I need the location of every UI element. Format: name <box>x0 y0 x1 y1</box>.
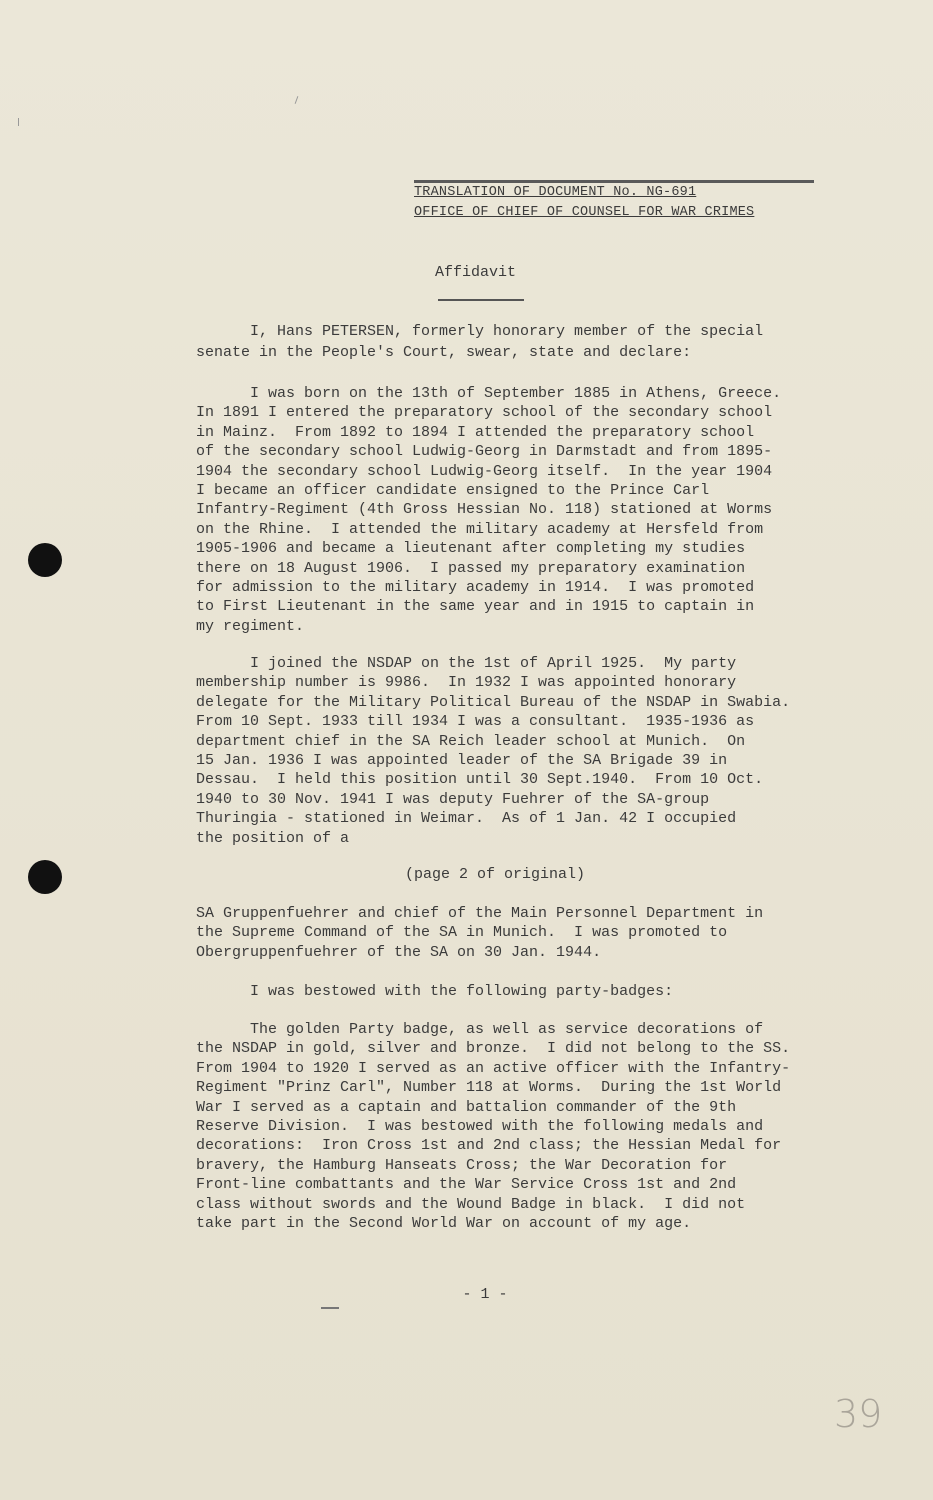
para3-line: Obergruppenfuehrer of the SA on 30 Jan. 1944. <box>196 943 602 961</box>
para5-line: Front-line combattants and the War Service Cross 1st and 2nd <box>196 1176 737 1194</box>
paragraph-sa-promotion <box>196 904 846 962</box>
para2-line: department chief in the SA Reich leader school at Munich. On <box>196 732 746 750</box>
para1-line: for admission to the military academy in 1914. I was promoted <box>196 579 755 597</box>
para1-line: 1905-1906 and became a lieutenant after completing my studies <box>196 540 746 558</box>
header-line-2: OFFICE OF CHIEF OF COUNSEL FOR WAR CRIMES <box>414 205 755 220</box>
para1-line: Infantry-Regiment (4th Gross Hessian No. 118) stationed at Worms <box>196 501 773 519</box>
folio-number: 39 <box>834 1392 883 1436</box>
para1-line: on the Rhine. I attended the military academy at Hersfeld from <box>196 520 764 538</box>
para1-line: in Mainz. From 1892 to 1894 I attended the preparatory school <box>196 423 755 441</box>
para1-line: I was born on the 13th of September 1885 in Athens, Greece. <box>196 385 782 402</box>
para5-line: The golden Party badge, as well as service decorations of <box>196 1021 764 1038</box>
punch-hole-top <box>28 543 62 577</box>
para1-line: In 1891 I entered the preparatory school of the secondary school <box>196 404 773 422</box>
para2-line: 1940 to 30 Nov. 1941 I was deputy Fuehrer of the SA-group <box>196 790 710 808</box>
para2-line: the position of a <box>196 829 350 847</box>
para1-line: of the secondary school Ludwig-Georg in Darmstadt and from 1895- <box>196 443 773 461</box>
page-number: - 1 - <box>462 1286 508 1303</box>
intro-line: I, Hans PETERSEN, formerly honorary member of the special <box>196 323 764 340</box>
para5-line: Reserve Division. I was bestowed with the following medals and <box>196 1118 764 1136</box>
para5-line: From 1904 to 1920 I served as an active officer with the Infantry- <box>196 1059 791 1077</box>
margin-mark <box>295 96 299 104</box>
para2-line: Thuringia - stationed in Weimar. As of 1 Jan. 42 I occupied <box>196 810 737 828</box>
title-underline <box>438 299 524 301</box>
para5-line: Regiment "Prinz Carl", Number 118 at Worms. During the 1st World <box>196 1079 782 1097</box>
para2-line: Dessau. I held this position until 30 Sept.1940. From 10 Oct. <box>196 771 764 789</box>
header-line-1: TRANSLATION OF DOCUMENT No. NG-691 <box>414 185 697 200</box>
stray-mark <box>321 1307 339 1309</box>
para5-line: class without swords and the Wound Badge in black. I did not <box>196 1195 746 1213</box>
para2-line: membership number is 9986. In 1932 I was appointed honorary <box>196 674 737 692</box>
intro-paragraph <box>196 321 846 363</box>
para2-line: I joined the NSDAP on the 1st of April 1925. My party <box>196 655 737 672</box>
paragraph-party-career <box>196 654 846 848</box>
para2-line: 15 Jan. 1936 I was appointed leader of the SA Brigade 39 in <box>196 752 728 770</box>
intro-line: senate in the People's Court, swear, state and declare: <box>196 344 692 361</box>
para5-line: the NSDAP in gold, silver and bronze. I did not belong to the SS. <box>196 1040 791 1058</box>
document-header <box>414 180 814 223</box>
paragraph-decorations <box>196 1020 846 1233</box>
margin-mark <box>18 118 19 126</box>
para4-line: I was bestowed with the following party-badges: <box>196 983 674 1000</box>
para5-line: bravery, the Hamburg Hanseats Cross; the War Decoration for <box>196 1156 728 1174</box>
para3-line: SA Gruppenfuehrer and chief of the Main Personnel Department in <box>196 905 764 922</box>
para5-line: decorations: Iron Cross 1st and 2nd class; the Hessian Medal for <box>196 1137 782 1155</box>
para1-line: 1904 the secondary school Ludwig-Georg itself. In the year 1904 <box>196 462 773 480</box>
para1-line: to First Lieutenant in the same year and in 1915 to captain in <box>196 598 755 616</box>
para2-line: From 10 Sept. 1933 till 1934 I was a consultant. 1935-1936 as <box>196 713 755 731</box>
page-break-note: (page 2 of original) <box>404 866 586 883</box>
para2-line: delegate for the Military Political Bureau of the NSDAP in Swabia. <box>196 693 791 711</box>
para1-line: there on 18 August 1906. I passed my preparatory examination <box>196 559 746 577</box>
paragraph-birth-education <box>196 384 846 636</box>
para3-line: the Supreme Command of the SA in Munich. I was promoted to <box>196 924 728 942</box>
para5-line: take part in the Second World War on account of my age. <box>196 1215 692 1233</box>
para1-line: my regiment. <box>196 617 305 635</box>
document-title: Affidavit <box>435 264 517 281</box>
para5-line: War I served as a captain and battalion commander of the 9th <box>196 1098 737 1116</box>
paragraph-badges-intro <box>196 982 846 1001</box>
para1-line: I became an officer candidate ensigned to the Prince Carl <box>196 482 710 500</box>
